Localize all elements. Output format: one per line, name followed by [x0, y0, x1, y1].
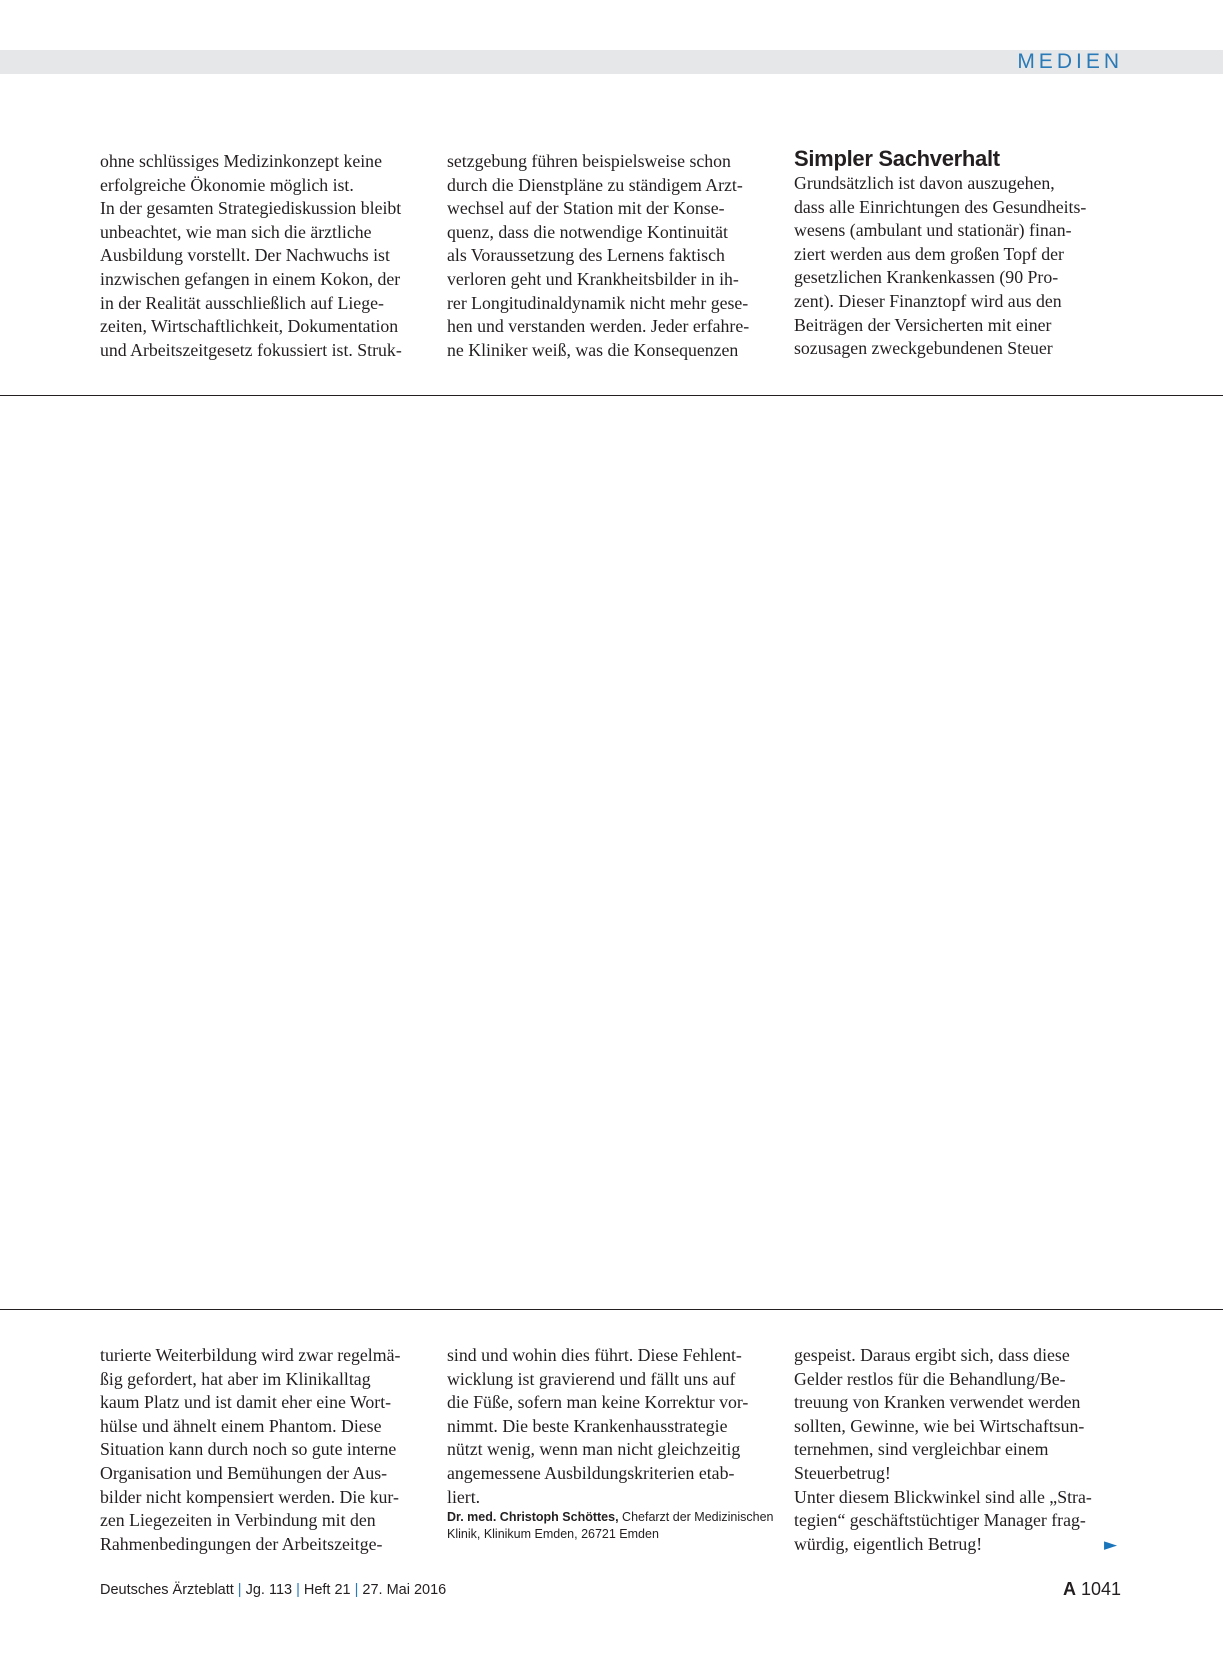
bottom-column-1	[100, 1344, 436, 1556]
bottom-column-3-text: gespeist. Daraus ergibt sich, dass diese Gelder restlos für die Behandlung/Be- treuung von Kranken verwendet werden sollten, Gewinne, wie bei Wirtschaftsun- ternehmen, sind vergleichbar einem Steuerbetrug! Unter diesem Blickwinkel sind alle „Stra- tegien“ geschäftstüchtiger Manager frag- würdig, eigentlich Betrug!	[794, 1345, 1092, 1554]
journal-volume: Jg. 113	[245, 1582, 293, 1598]
divider-bottom	[0, 1309, 1223, 1310]
journal-issue: Heft 21	[303, 1582, 351, 1598]
footer-separator: |	[296, 1582, 300, 1598]
section-heading: Simpler Sachverhalt	[794, 146, 1000, 171]
bottom-column-1-text: turierte Weiterbildung wird zwar regelmä- ßig gefordert, hat aber im Klinikalltag kaum Platz und ist damit eher eine Wort- hülse und ähnelt einem Phantom. Diese Situation kann durch noch so gute interne Organisation und Bemühungen der Aus- bilder nicht kompensiert werden. Die kur- zen Liegezeiten in Verbindung mit den Rahmenbedingungen der Arbeitszeitge-	[100, 1345, 401, 1554]
bottom-column-2	[447, 1344, 783, 1542]
footer-separator: |	[354, 1582, 359, 1598]
page-number	[1063, 1578, 1121, 1600]
continue-arrow-icon: ►	[1104, 1535, 1118, 1555]
divider-top	[0, 395, 1223, 396]
bottom-column-2-text: sind und wohin dies führt. Diese Fehlent- wicklung ist gravierend und fällt uns auf die Füße, sofern man keine Korrektur vor- nimmt. Die beste Krankenhausstrategie nützt wenig, wenn man nicht gleichzeitig angemessene Ausbildungskriterien etab- liert.	[447, 1345, 749, 1507]
journal-name: Deutsches Ärzteblatt	[100, 1582, 234, 1598]
top-column-2	[447, 150, 783, 362]
footer-citation	[100, 1580, 446, 1600]
top-column-3	[794, 146, 1130, 361]
top-column-2-text: setzgebung führen beispielsweise schon durch die Dienstpläne zu ständigem Arzt- wechsel auf der Station mit der Konse- quenz, dass die notwendige Kontinuität als Voraussetzung des Lernens faktisch verloren geht und Krankheitsbilder in ih- rer Longitudinaldynamik nicht mehr gese- hen und verstanden werden. Jeder erfahre- ne Kliniker weiß, was die Konsequenzen	[447, 151, 750, 360]
bottom-column-3	[794, 1344, 1130, 1556]
author-affiliation: Chefarzt der Medizinischen Klinik, Klinikum Emden, 26721 Emden	[447, 1510, 774, 1541]
journal-date: 27. Mai 2016	[362, 1582, 447, 1598]
author-byline	[447, 1509, 783, 1542]
page-number-value: 1041	[1080, 1579, 1121, 1599]
author-name: Dr. med. Christoph Schöttes,	[447, 1510, 619, 1525]
page-prefix: A	[1062, 1579, 1076, 1599]
top-column-1	[100, 150, 436, 362]
section-label: MEDIEN	[1017, 50, 1123, 73]
top-column-1-text: ohne schlüssiges Medizinkonzept keine erfolgreiche Ökonomie möglich ist. In der gesamten Strategiediskussion bleibt unbeachtet, wie man sich die ärztliche Ausbildung vorstellt. Der Nachwuchs ist inzwischen gefangen in einem Kokon, der in der Realität ausschließlich auf Liege- zeiten, Wirtschaftlichkeit, Dokumentation und Arbeitszeitgesetz fokussiert ist. Struk-	[100, 151, 402, 360]
footer-separator: |	[237, 1582, 242, 1598]
top-column-3-text: Grundsätzlich ist davon auszugehen, dass alle Einrichtungen des Gesundheits- wesens (ambulant und stationär) finan- ziert werden aus dem großen Topf der gesetzlichen Krankenkassen (90 Pro- zent). Dieser Finanztopf wird aus den Beiträgen der Versicherten mit einer sozusagen zweckgebundenen Steuer	[794, 173, 1087, 359]
